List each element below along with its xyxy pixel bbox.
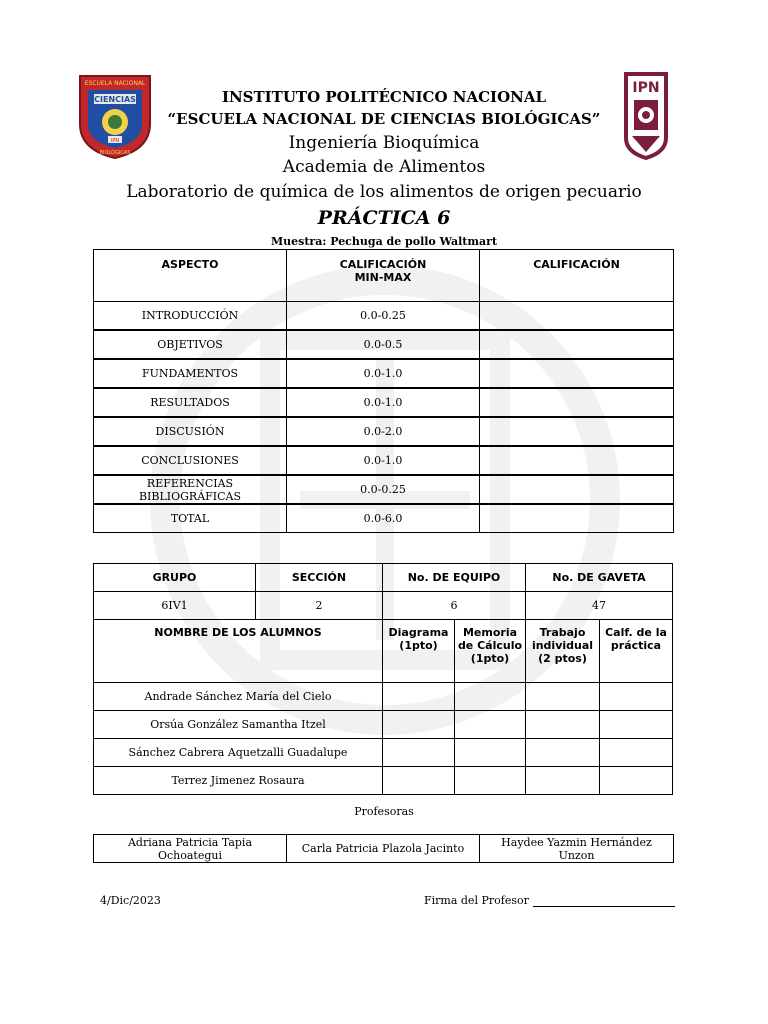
calculation-header: Memoria de Cálculo (1pto) <box>455 620 526 683</box>
students-header-row <box>94 620 673 683</box>
grade-cell[interactable] <box>383 767 455 795</box>
table-row <box>94 446 674 475</box>
institute-name: INSTITUTO POLITÉCNICO NACIONAL <box>221 88 547 106</box>
range-cell: 0.0-0.25 <box>287 475 480 504</box>
grade-cell[interactable] <box>383 683 455 711</box>
table-row <box>94 359 674 388</box>
svg-text:ESCUELA NACIONAL: ESCUELA NACIONAL <box>84 80 146 87</box>
aspect-cell: OBJETIVOS <box>94 330 287 359</box>
student-name: Terrez Jimenez Rosaura <box>94 767 383 795</box>
professor-name: Haydee Yazmin Hernández Unzon <box>480 835 674 863</box>
student-row <box>94 683 673 711</box>
range-cell: 0.0-1.0 <box>287 359 480 388</box>
section-value: 2 <box>256 592 383 620</box>
range-header: CALIFICACIÓN MIN-MAX <box>287 250 480 302</box>
table-row <box>94 302 674 331</box>
svg-text:IPN: IPN <box>632 80 660 96</box>
range-cell: 0.0-0.25 <box>287 302 480 331</box>
grading-header-row <box>94 250 674 302</box>
individual-work-header: Trabajo individual (2 ptos) <box>526 620 600 683</box>
grade-cell[interactable] <box>526 683 600 711</box>
student-row <box>94 711 673 739</box>
grade-cell[interactable] <box>480 446 674 475</box>
range-cell: 0.0-0.5 <box>287 330 480 359</box>
practice-title: PRÁCTICA 6 <box>317 207 451 229</box>
grade-cell[interactable] <box>383 711 455 739</box>
grade-cell[interactable] <box>526 711 600 739</box>
grade-cell[interactable] <box>600 739 673 767</box>
students-header: NOMBRE DE LOS ALUMNOS <box>94 620 383 683</box>
range-cell: 0.0-1.0 <box>287 388 480 417</box>
aspect-cell: TOTAL <box>94 504 287 533</box>
table-row <box>94 475 674 504</box>
program-name: Ingeniería Bioquímica <box>288 133 480 153</box>
grade-header: CALIFICACIÓN <box>480 250 674 302</box>
student-name: Sánchez Cabrera Aquetzalli Guadalupe <box>94 739 383 767</box>
grade-cell[interactable] <box>480 504 674 533</box>
team-table <box>93 563 673 795</box>
aspect-cell: CONCLUSIONES <box>94 446 287 475</box>
grade-cell[interactable] <box>455 683 526 711</box>
grade-cell[interactable] <box>600 683 673 711</box>
student-row <box>94 739 673 767</box>
practice-grade-header: Calf. de la práctica <box>600 620 673 683</box>
team-header-row <box>94 564 673 592</box>
student-row <box>94 767 673 795</box>
aspect-cell: INTRODUCCIÓN <box>94 302 287 331</box>
svg-text:BIOLÓGICAS: BIOLÓGICAS <box>99 150 131 156</box>
grade-cell[interactable] <box>480 359 674 388</box>
grade-cell[interactable] <box>600 711 673 739</box>
grade-cell[interactable] <box>455 739 526 767</box>
signature-line[interactable] <box>533 895 675 907</box>
grade-cell[interactable] <box>526 739 600 767</box>
team-number-header: No. DE EQUIPO <box>383 564 526 592</box>
student-name: Andrade Sánchez María del Cielo <box>94 683 383 711</box>
grading-table <box>93 249 674 533</box>
grade-cell[interactable] <box>480 388 674 417</box>
signature-field <box>424 894 675 907</box>
group-value: 6IV1 <box>94 592 256 620</box>
school-name: “ESCUELA NACIONAL DE CIENCIAS BIOLÓGICAS” <box>167 110 601 128</box>
professors-label: Profesoras <box>354 805 414 818</box>
table-row <box>94 388 674 417</box>
svg-text:CIENCIAS: CIENCIAS <box>94 95 136 104</box>
grade-cell[interactable] <box>455 711 526 739</box>
team-values-row <box>94 592 673 620</box>
diagram-header: Diagrama (1pto) <box>383 620 455 683</box>
grade-cell[interactable] <box>480 417 674 446</box>
professor-name: Carla Patricia Plazola Jacinto <box>287 835 480 863</box>
sample-label: Muestra: Pechuga de pollo Waltmart <box>270 235 498 248</box>
drawer-number-header: No. DE GAVETA <box>526 564 673 592</box>
grade-cell[interactable] <box>480 330 674 359</box>
team-number-value: 6 <box>383 592 526 620</box>
student-name: Orsúa González Samantha Itzel <box>94 711 383 739</box>
aspect-header: ASPECTO <box>94 250 287 302</box>
grade-cell[interactable] <box>480 302 674 331</box>
drawer-number-value: 47 <box>526 592 673 620</box>
aspect-cell: FUNDAMENTOS <box>94 359 287 388</box>
document-date: 4/Dic/2023 <box>100 894 161 907</box>
signature-label: Firma del Profesor <box>424 894 529 907</box>
group-header: GRUPO <box>94 564 256 592</box>
table-row <box>94 417 674 446</box>
professor-name: Adriana Patricia Tapia Ochoategui <box>94 835 287 863</box>
aspect-cell: DISCUSIÓN <box>94 417 287 446</box>
table-row-total <box>94 504 674 533</box>
range-cell: 0.0-1.0 <box>287 446 480 475</box>
grade-cell[interactable] <box>455 767 526 795</box>
aspect-cell: RESULTADOS <box>94 388 287 417</box>
section-header: SECCIÓN <box>256 564 383 592</box>
range-cell: 0.0-2.0 <box>287 417 480 446</box>
table-row <box>94 330 674 359</box>
grade-cell[interactable] <box>600 767 673 795</box>
professors-table <box>93 834 674 863</box>
grade-cell[interactable] <box>526 767 600 795</box>
svg-text:IPN: IPN <box>110 138 120 144</box>
grade-cell[interactable] <box>383 739 455 767</box>
academy-name: Academia de Alimentos <box>282 157 486 177</box>
aspect-cell: REFERENCIAS BIBLIOGRÁFICAS <box>94 475 287 504</box>
range-cell: 0.0-6.0 <box>287 504 480 533</box>
professors-row <box>94 835 674 863</box>
lab-name: Laboratorio de química de los alimentos de origen pecuario <box>126 182 642 202</box>
grade-cell[interactable] <box>480 475 674 504</box>
